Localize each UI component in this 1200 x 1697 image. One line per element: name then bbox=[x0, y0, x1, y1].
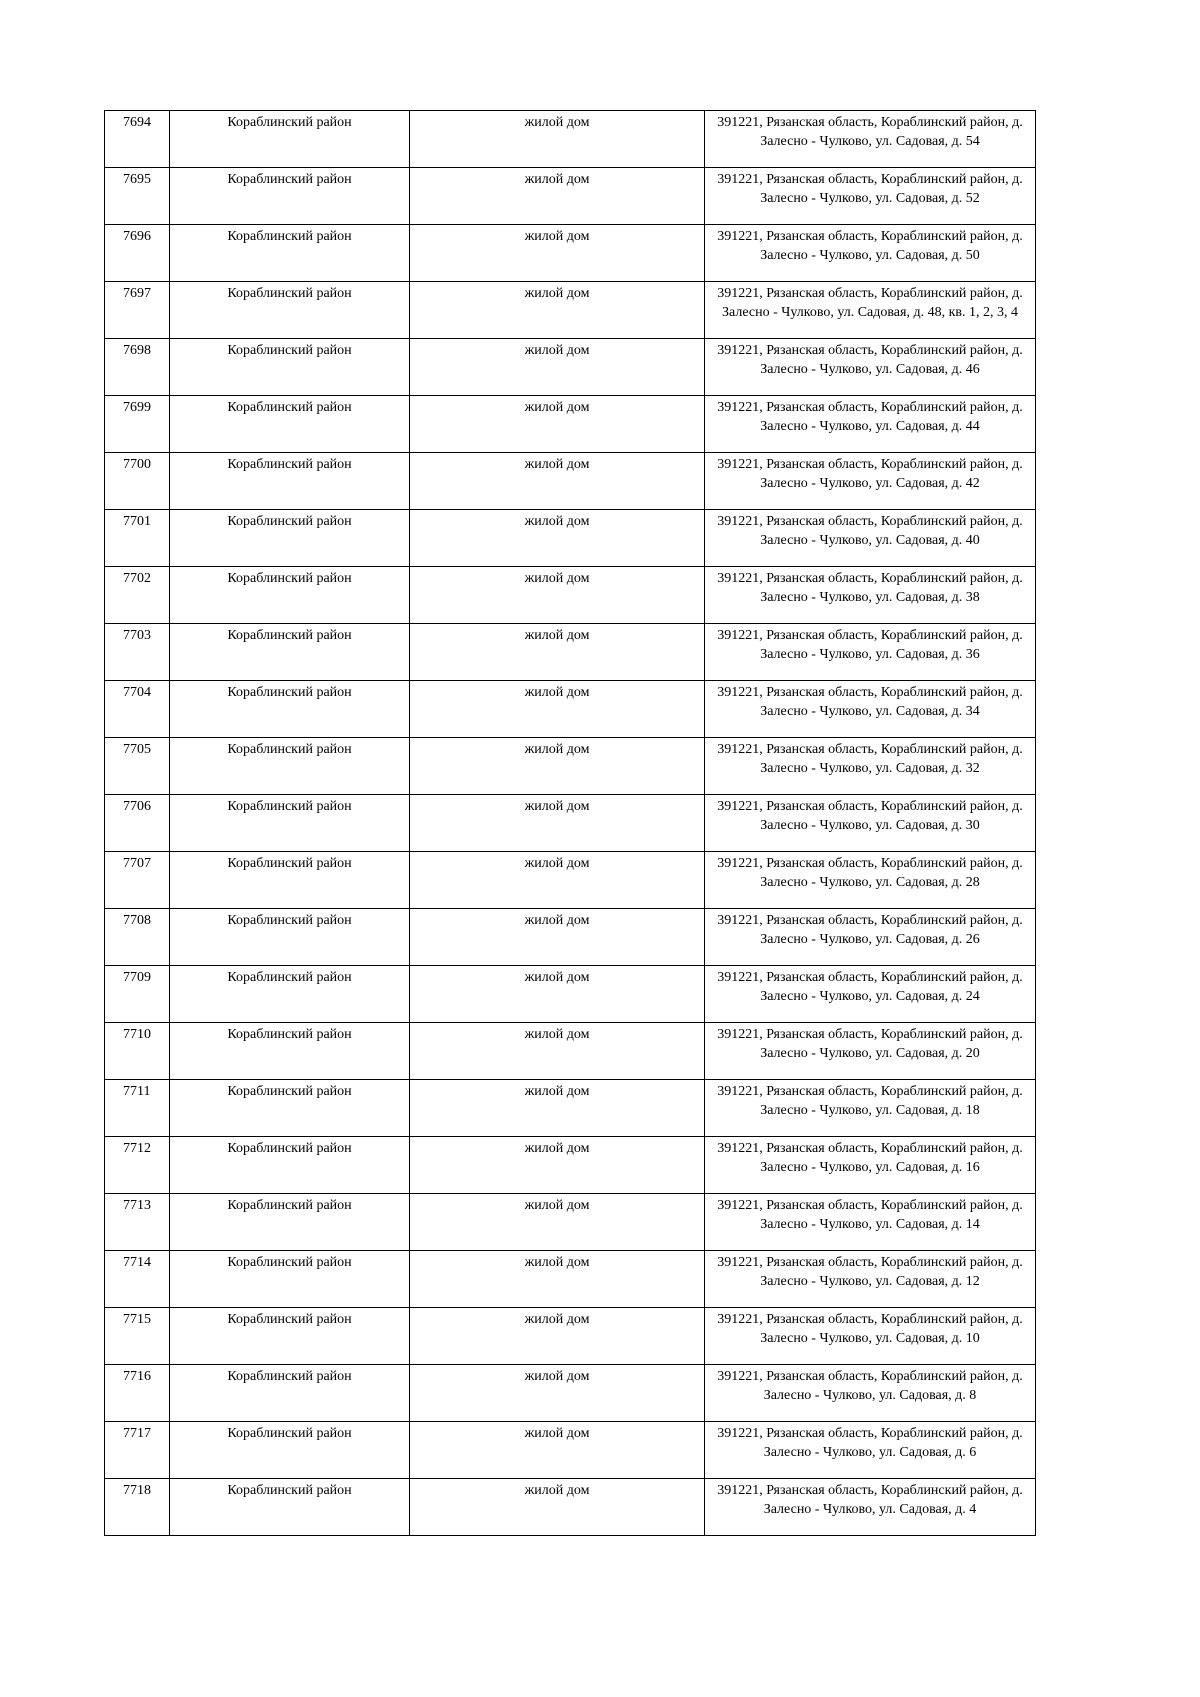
district-text: Кораблинский район bbox=[227, 343, 352, 358]
record-number-text: 7708 bbox=[123, 913, 151, 928]
record-number-cell bbox=[105, 1479, 170, 1536]
object-type-text: жилой дом bbox=[524, 172, 590, 187]
address-text: 391221, Рязанская область, Кораблинский район, д. Залесно - Чулково, ул. Садовая, д. 30 bbox=[717, 799, 1023, 833]
table-row bbox=[105, 1080, 1036, 1137]
address-text: 391221, Рязанская область, Кораблинский район, д. Залесно - Чулково, ул. Садовая, д. 8 bbox=[717, 1369, 1023, 1403]
address-text: 391221, Рязанская область, Кораблинский район, д. Залесно - Чулково, ул. Садовая, д. 44 bbox=[717, 400, 1023, 434]
district-cell bbox=[170, 396, 410, 453]
district-cell bbox=[170, 1308, 410, 1365]
address-cell bbox=[705, 1023, 1036, 1080]
record-number-text: 7701 bbox=[123, 514, 151, 529]
address-cell bbox=[705, 1422, 1036, 1479]
district-text: Кораблинский район bbox=[227, 970, 352, 985]
address-cell bbox=[705, 396, 1036, 453]
object-type-cell bbox=[410, 282, 705, 339]
table-row bbox=[105, 1194, 1036, 1251]
district-text: Кораблинский район bbox=[227, 742, 352, 757]
record-number-cell bbox=[105, 1251, 170, 1308]
object-type-cell bbox=[410, 453, 705, 510]
district-text: Кораблинский район bbox=[227, 913, 352, 928]
record-number-text: 7709 bbox=[123, 970, 151, 985]
record-number-cell bbox=[105, 1137, 170, 1194]
registry-table bbox=[104, 110, 1036, 1536]
record-number-text: 7711 bbox=[123, 1084, 151, 1099]
district-cell bbox=[170, 681, 410, 738]
district-text: Кораблинский район bbox=[227, 229, 352, 244]
district-cell bbox=[170, 1251, 410, 1308]
district-text: Кораблинский район bbox=[227, 1198, 352, 1213]
address-text: 391221, Рязанская область, Кораблинский район, д. Залесно - Чулково, ул. Садовая, д. 28 bbox=[717, 856, 1023, 890]
object-type-text: жилой дом bbox=[524, 1027, 590, 1042]
record-number-text: 7699 bbox=[123, 400, 151, 415]
table-row bbox=[105, 795, 1036, 852]
object-type-cell bbox=[410, 1422, 705, 1479]
table-row bbox=[105, 225, 1036, 282]
address-text: 391221, Рязанская область, Кораблинский район, д. Залесно - Чулково, ул. Садовая, д. 16 bbox=[717, 1141, 1023, 1175]
object-type-cell bbox=[410, 225, 705, 282]
address-text: 391221, Рязанская область, Кораблинский район, д. Залесно - Чулково, ул. Садовая, д. 46 bbox=[717, 343, 1023, 377]
table-row bbox=[105, 453, 1036, 510]
object-type-cell bbox=[410, 966, 705, 1023]
table-row bbox=[105, 1479, 1036, 1536]
address-text: 391221, Рязанская область, Кораблинский район, д. Залесно - Чулково, ул. Садовая, д. 38 bbox=[717, 571, 1023, 605]
object-type-cell bbox=[410, 681, 705, 738]
table-row bbox=[105, 1137, 1036, 1194]
district-cell bbox=[170, 168, 410, 225]
district-text: Кораблинский район bbox=[227, 1312, 352, 1327]
district-cell bbox=[170, 738, 410, 795]
table-row bbox=[105, 1251, 1036, 1308]
object-type-text: жилой дом bbox=[524, 685, 590, 700]
record-number-cell bbox=[105, 567, 170, 624]
address-text: 391221, Рязанская область, Кораблинский район, д. Залесно - Чулково, ул. Садовая, д. 14 bbox=[717, 1198, 1023, 1232]
address-cell bbox=[705, 1479, 1036, 1536]
district-cell bbox=[170, 453, 410, 510]
district-text: Кораблинский район bbox=[227, 799, 352, 814]
district-cell bbox=[170, 225, 410, 282]
district-cell bbox=[170, 111, 410, 168]
table-row bbox=[105, 111, 1036, 168]
object-type-cell bbox=[410, 1251, 705, 1308]
record-number-cell bbox=[105, 624, 170, 681]
object-type-cell bbox=[410, 111, 705, 168]
record-number-text: 7718 bbox=[123, 1483, 151, 1498]
table-row bbox=[105, 681, 1036, 738]
record-number-cell bbox=[105, 111, 170, 168]
table-row bbox=[105, 852, 1036, 909]
object-type-text: жилой дом bbox=[524, 229, 590, 244]
district-text: Кораблинский район bbox=[227, 628, 352, 643]
district-cell bbox=[170, 1479, 410, 1536]
address-cell bbox=[705, 738, 1036, 795]
address-cell bbox=[705, 339, 1036, 396]
object-type-text: жилой дом bbox=[524, 115, 590, 130]
record-number-text: 7713 bbox=[123, 1198, 151, 1213]
object-type-text: жилой дом bbox=[524, 970, 590, 985]
district-text: Кораблинский район bbox=[227, 286, 352, 301]
object-type-cell bbox=[410, 909, 705, 966]
district-cell bbox=[170, 1365, 410, 1422]
address-text: 391221, Рязанская область, Кораблинский район, д. Залесно - Чулково, ул. Садовая, д. 26 bbox=[717, 913, 1023, 947]
object-type-cell bbox=[410, 1479, 705, 1536]
record-number-text: 7702 bbox=[123, 571, 151, 586]
district-cell bbox=[170, 966, 410, 1023]
record-number-cell bbox=[105, 909, 170, 966]
district-text: Кораблинский район bbox=[227, 400, 352, 415]
record-number-text: 7712 bbox=[123, 1141, 151, 1156]
address-text: 391221, Рязанская область, Кораблинский район, д. Залесно - Чулково, ул. Садовая, д. 24 bbox=[717, 970, 1023, 1004]
address-cell bbox=[705, 1080, 1036, 1137]
address-text: 391221, Рязанская область, Кораблинский район, д. Залесно - Чулково, ул. Садовая, д. 40 bbox=[717, 514, 1023, 548]
table-row bbox=[105, 624, 1036, 681]
object-type-cell bbox=[410, 738, 705, 795]
record-number-text: 7714 bbox=[123, 1255, 151, 1270]
address-text: 391221, Рязанская область, Кораблинский район, д. Залесно - Чулково, ул. Садовая, д. 6 bbox=[717, 1426, 1023, 1460]
table-row bbox=[105, 966, 1036, 1023]
address-cell bbox=[705, 1365, 1036, 1422]
record-number-cell bbox=[105, 1194, 170, 1251]
record-number-cell bbox=[105, 1080, 170, 1137]
address-cell bbox=[705, 111, 1036, 168]
district-text: Кораблинский район bbox=[227, 514, 352, 529]
record-number-text: 7717 bbox=[123, 1426, 151, 1441]
object-type-cell bbox=[410, 1308, 705, 1365]
record-number-text: 7703 bbox=[123, 628, 151, 643]
address-text: 391221, Рязанская область, Кораблинский район, д. Залесно - Чулково, ул. Садовая, д. 18 bbox=[717, 1084, 1023, 1118]
district-cell bbox=[170, 567, 410, 624]
table-row bbox=[105, 396, 1036, 453]
object-type-cell bbox=[410, 567, 705, 624]
object-type-text: жилой дом bbox=[524, 856, 590, 871]
record-number-cell bbox=[105, 510, 170, 567]
object-type-cell bbox=[410, 795, 705, 852]
object-type-text: жилой дом bbox=[524, 1426, 590, 1441]
object-type-text: жилой дом bbox=[524, 400, 590, 415]
record-number-text: 7698 bbox=[123, 343, 151, 358]
district-cell bbox=[170, 1080, 410, 1137]
district-text: Кораблинский район bbox=[227, 1483, 352, 1498]
record-number-cell bbox=[105, 966, 170, 1023]
district-cell bbox=[170, 1194, 410, 1251]
record-number-cell bbox=[105, 453, 170, 510]
record-number-text: 7705 bbox=[123, 742, 151, 757]
district-cell bbox=[170, 624, 410, 681]
address-cell bbox=[705, 225, 1036, 282]
district-cell bbox=[170, 795, 410, 852]
table-row bbox=[105, 1422, 1036, 1479]
district-text: Кораблинский район bbox=[227, 1027, 352, 1042]
record-number-cell bbox=[105, 738, 170, 795]
district-text: Кораблинский район bbox=[227, 685, 352, 700]
address-text: 391221, Рязанская область, Кораблинский район, д. Залесно - Чулково, ул. Садовая, д. 12 bbox=[717, 1255, 1023, 1289]
record-number-text: 7704 bbox=[123, 685, 151, 700]
record-number-text: 7695 bbox=[123, 172, 151, 187]
address-cell bbox=[705, 567, 1036, 624]
district-cell bbox=[170, 339, 410, 396]
table-row bbox=[105, 168, 1036, 225]
object-type-cell bbox=[410, 1080, 705, 1137]
object-type-text: жилой дом bbox=[524, 1141, 590, 1156]
district-text: Кораблинский район bbox=[227, 1084, 352, 1099]
object-type-text: жилой дом bbox=[524, 571, 590, 586]
district-text: Кораблинский район bbox=[227, 856, 352, 871]
object-type-cell bbox=[410, 1194, 705, 1251]
record-number-text: 7707 bbox=[123, 856, 151, 871]
record-number-text: 7700 bbox=[123, 457, 151, 472]
district-text: Кораблинский район bbox=[227, 172, 352, 187]
address-text: 391221, Рязанская область, Кораблинский район, д. Залесно - Чулково, ул. Садовая, д. 50 bbox=[717, 229, 1023, 263]
address-cell bbox=[705, 453, 1036, 510]
district-cell bbox=[170, 1023, 410, 1080]
address-cell bbox=[705, 1308, 1036, 1365]
object-type-text: жилой дом bbox=[524, 628, 590, 643]
address-cell bbox=[705, 624, 1036, 681]
address-text: 391221, Рязанская область, Кораблинский район, д. Залесно - Чулково, ул. Садовая, д. 52 bbox=[717, 172, 1023, 206]
district-text: Кораблинский район bbox=[227, 1255, 352, 1270]
address-cell bbox=[705, 681, 1036, 738]
object-type-text: жилой дом bbox=[524, 286, 590, 301]
district-cell bbox=[170, 282, 410, 339]
district-cell bbox=[170, 852, 410, 909]
object-type-text: жилой дом bbox=[524, 343, 590, 358]
address-text: 391221, Рязанская область, Кораблинский район, д. Залесно - Чулково, ул. Садовая, д. 32 bbox=[717, 742, 1023, 776]
table-row bbox=[105, 738, 1036, 795]
object-type-text: жилой дом bbox=[524, 1483, 590, 1498]
record-number-cell bbox=[105, 1308, 170, 1365]
record-number-cell bbox=[105, 282, 170, 339]
record-number-text: 7716 bbox=[123, 1369, 151, 1384]
address-text: 391221, Рязанская область, Кораблинский район, д. Залесно - Чулково, ул. Садовая, д. 36 bbox=[717, 628, 1023, 662]
object-type-cell bbox=[410, 168, 705, 225]
district-cell bbox=[170, 909, 410, 966]
address-cell bbox=[705, 795, 1036, 852]
table-row bbox=[105, 510, 1036, 567]
record-number-text: 7697 bbox=[123, 286, 151, 301]
address-text: 391221, Рязанская область, Кораблинский район, д. Залесно - Чулково, ул. Садовая, д. 48, кв. 1, 2, 3, 4 bbox=[717, 286, 1023, 320]
record-number-cell bbox=[105, 1023, 170, 1080]
record-number-text: 7696 bbox=[123, 229, 151, 244]
address-cell bbox=[705, 852, 1036, 909]
object-type-text: жилой дом bbox=[524, 1255, 590, 1270]
object-type-cell bbox=[410, 396, 705, 453]
district-text: Кораблинский район bbox=[227, 1141, 352, 1156]
district-cell bbox=[170, 1422, 410, 1479]
object-type-cell bbox=[410, 1137, 705, 1194]
address-text: 391221, Рязанская область, Кораблинский район, д. Залесно - Чулково, ул. Садовая, д. 4 bbox=[717, 1483, 1023, 1517]
record-number-text: 7710 bbox=[123, 1027, 151, 1042]
table-row bbox=[105, 282, 1036, 339]
address-text: 391221, Рязанская область, Кораблинский район, д. Залесно - Чулково, ул. Садовая, д. 54 bbox=[717, 115, 1023, 149]
address-text: 391221, Рязанская область, Кораблинский район, д. Залесно - Чулково, ул. Садовая, д. 20 bbox=[717, 1027, 1023, 1061]
object-type-text: жилой дом bbox=[524, 1084, 590, 1099]
object-type-text: жилой дом bbox=[524, 457, 590, 472]
table-row bbox=[105, 339, 1036, 396]
address-text: 391221, Рязанская область, Кораблинский район, д. Залесно - Чулково, ул. Садовая, д. 42 bbox=[717, 457, 1023, 491]
object-type-cell bbox=[410, 1023, 705, 1080]
district-cell bbox=[170, 1137, 410, 1194]
object-type-text: жилой дом bbox=[524, 514, 590, 529]
district-text: Кораблинский район bbox=[227, 1426, 352, 1441]
address-cell bbox=[705, 909, 1036, 966]
table-row bbox=[105, 567, 1036, 624]
record-number-text: 7715 bbox=[123, 1312, 151, 1327]
district-text: Кораблинский район bbox=[227, 457, 352, 472]
record-number-text: 7706 bbox=[123, 799, 151, 814]
object-type-text: жилой дом bbox=[524, 742, 590, 757]
record-number-cell bbox=[105, 852, 170, 909]
record-number-cell bbox=[105, 168, 170, 225]
address-cell bbox=[705, 1251, 1036, 1308]
record-number-cell bbox=[105, 681, 170, 738]
address-cell bbox=[705, 282, 1036, 339]
address-cell bbox=[705, 168, 1036, 225]
address-cell bbox=[705, 510, 1036, 567]
table-row bbox=[105, 1365, 1036, 1422]
object-type-text: жилой дом bbox=[524, 799, 590, 814]
record-number-cell bbox=[105, 795, 170, 852]
object-type-text: жилой дом bbox=[524, 913, 590, 928]
district-cell bbox=[170, 510, 410, 567]
address-cell bbox=[705, 966, 1036, 1023]
object-type-cell bbox=[410, 852, 705, 909]
table-row bbox=[105, 1308, 1036, 1365]
record-number-cell bbox=[105, 1365, 170, 1422]
district-text: Кораблинский район bbox=[227, 1369, 352, 1384]
object-type-cell bbox=[410, 510, 705, 567]
object-type-text: жилой дом bbox=[524, 1369, 590, 1384]
record-number-text: 7694 bbox=[123, 115, 151, 130]
district-text: Кораблинский район bbox=[227, 115, 352, 130]
object-type-cell bbox=[410, 1365, 705, 1422]
object-type-cell bbox=[410, 624, 705, 681]
object-type-text: жилой дом bbox=[524, 1312, 590, 1327]
address-text: 391221, Рязанская область, Кораблинский район, д. Залесно - Чулково, ул. Садовая, д. 34 bbox=[717, 685, 1023, 719]
record-number-cell bbox=[105, 339, 170, 396]
table-row bbox=[105, 909, 1036, 966]
district-text: Кораблинский район bbox=[227, 571, 352, 586]
address-text: 391221, Рязанская область, Кораблинский район, д. Залесно - Чулково, ул. Садовая, д. 10 bbox=[717, 1312, 1023, 1346]
record-number-cell bbox=[105, 1422, 170, 1479]
object-type-text: жилой дом bbox=[524, 1198, 590, 1213]
record-number-cell bbox=[105, 225, 170, 282]
address-cell bbox=[705, 1194, 1036, 1251]
table-row bbox=[105, 1023, 1036, 1080]
record-number-cell bbox=[105, 396, 170, 453]
registry-table-body bbox=[105, 111, 1036, 1536]
address-cell bbox=[705, 1137, 1036, 1194]
object-type-cell bbox=[410, 339, 705, 396]
